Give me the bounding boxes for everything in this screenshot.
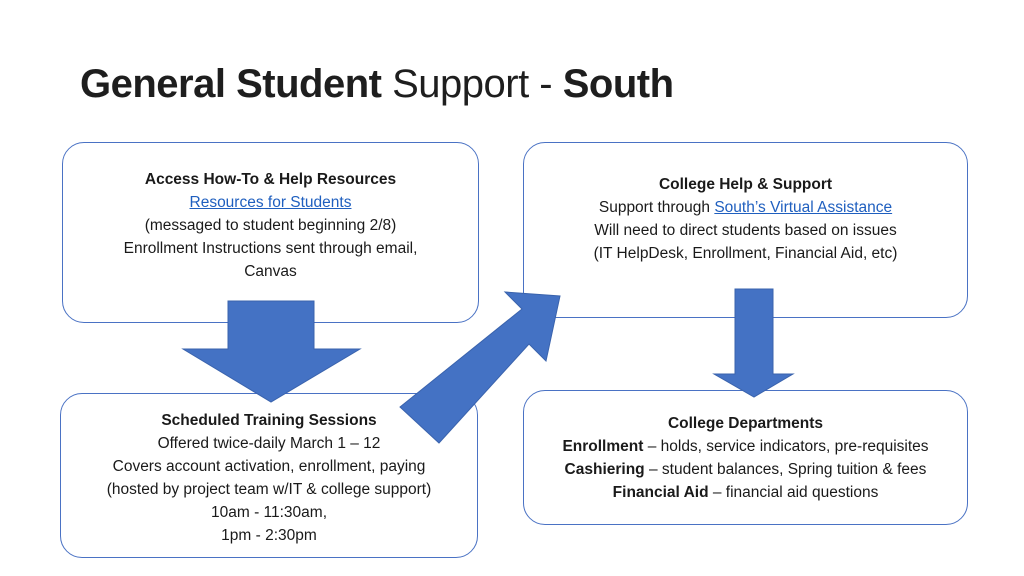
help-support-prefix: Support through [598,199,711,216]
access-line-enrollment-instructions: Enrollment Instructions sent through email, [123,240,418,257]
training-line-covers: Covers account activation, enrollment, paying [112,457,426,475]
access-line-canvas: Canvas [244,263,297,280]
title-part-support: Support - [392,62,553,106]
help-line-direct-students: Will need to direct students based on issues [594,222,897,239]
department-label: Cashiering [564,460,645,478]
arrow-down-help-to-departments [714,289,793,397]
access-resources-heading: Access How-To & Help Resources [144,171,397,188]
training-time-afternoon: 1pm - 2:30pm [221,526,317,544]
department-description: – holds, service indicators, pre-requisites [647,437,929,455]
training-line-hosted: (hosted by project team w/IT & college support) [106,480,432,498]
training-line-offered: Offered twice-daily March 1 – 12 [157,434,381,452]
arrow-down-access-to-training [183,301,360,402]
training-heading: Scheduled Training Sessions [161,411,377,429]
title-part-south: South [562,62,674,106]
training-time-morning: 10am - 11:30am, [210,503,328,521]
access-line-messaged: (messaged to student beginning 2/8) [144,217,397,234]
department-label: Enrollment [562,437,644,455]
departments-heading: College Departments [667,414,824,432]
arrow-diagonal-training-to-help [400,292,560,443]
department-description: – financial aid questions [712,483,879,501]
title-part-general-student: General Student [80,62,382,106]
resources-for-students-link[interactable]: Resources for Students [189,194,352,211]
department-description: – student balances, Spring tuition & fees [648,460,927,478]
help-line-examples: (IT HelpDesk, Enrollment, Financial Aid, etc) [593,245,898,262]
department-label: Financial Aid [612,483,709,501]
college-help-heading: College Help & Support [658,176,833,193]
virtual-assistance-link[interactable]: South’s Virtual Assistance [714,199,893,216]
